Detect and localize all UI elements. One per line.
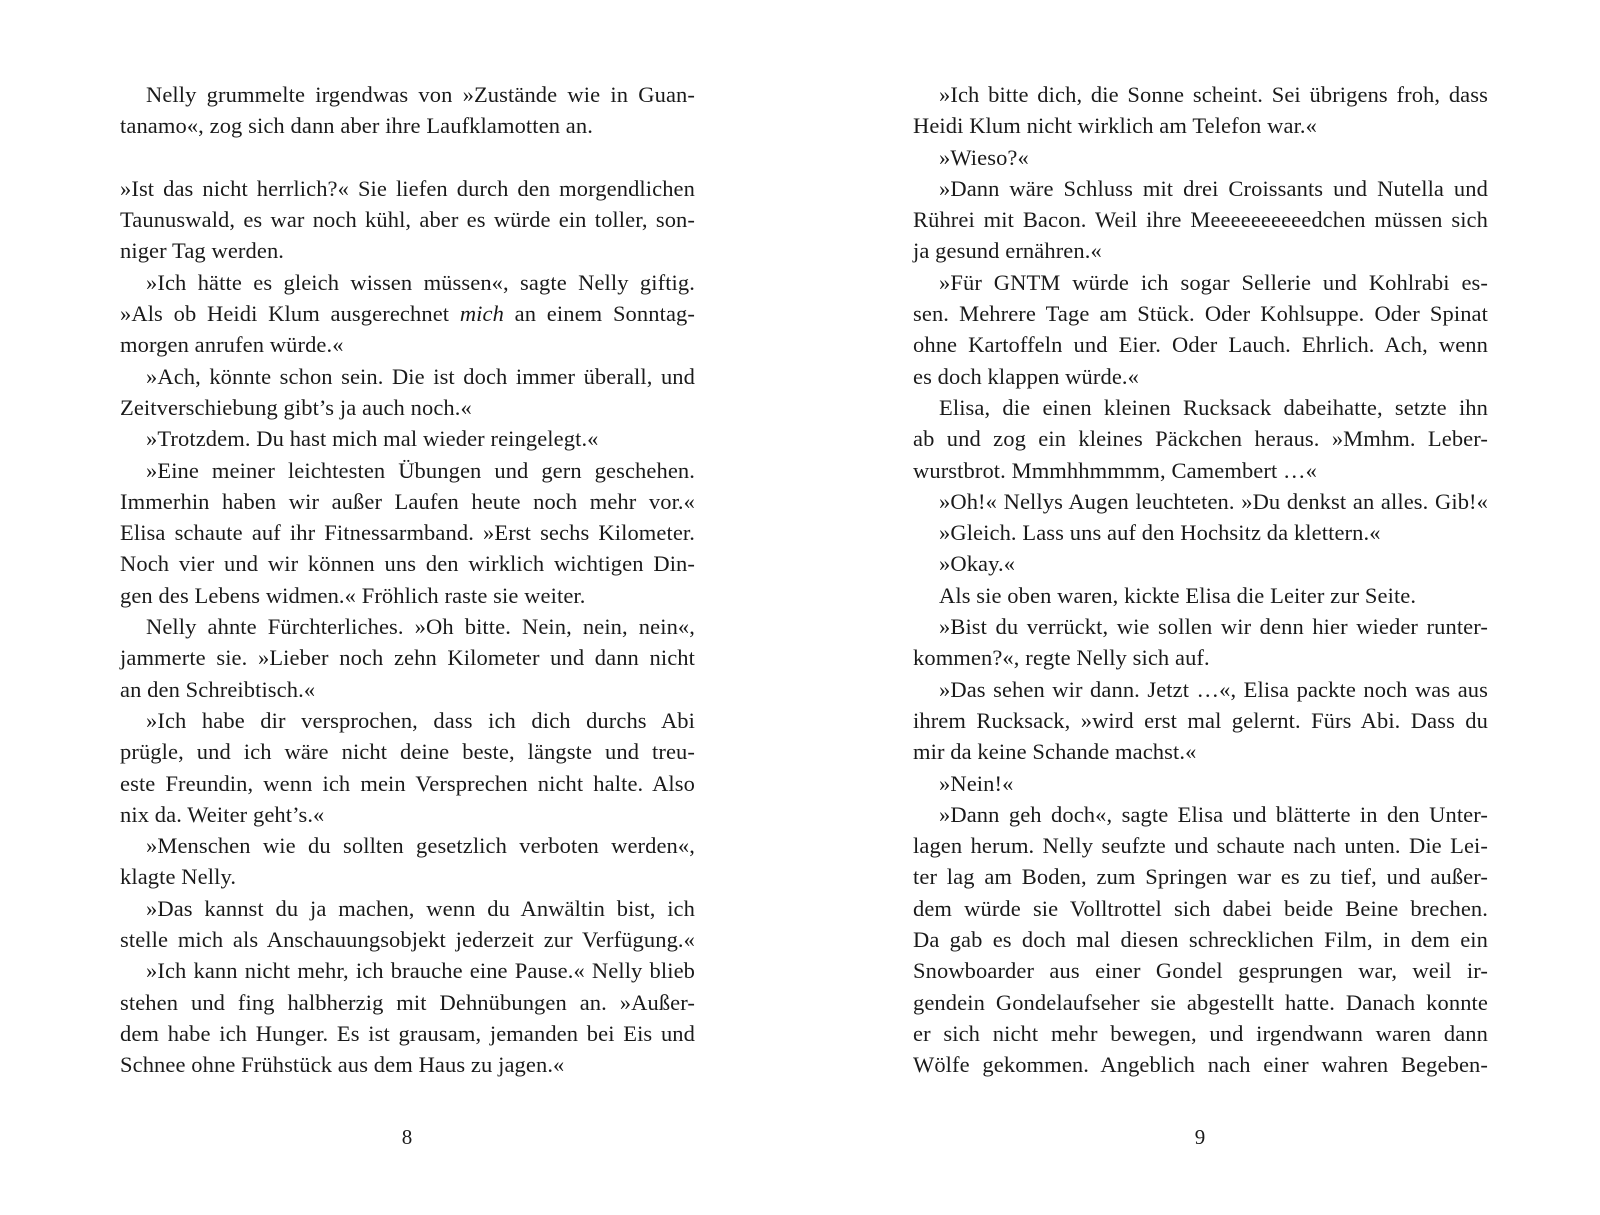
text-line xyxy=(913,705,1488,736)
line-text: wurstbrot. Mmmhhmmmm, Camembert …« xyxy=(913,457,1317,483)
line-text: an den Schreibtisch.« xyxy=(120,676,316,702)
text-line xyxy=(120,204,695,235)
line-text: »Ich hätte es gleich wissen müssen«, sagte Nelly giftig. xyxy=(146,269,695,295)
text-line xyxy=(120,110,695,141)
line-text: Heidi Klum nicht wirklich am Telefon war.« xyxy=(913,113,1317,139)
line-text-after: an einem Sonntag- xyxy=(503,301,695,327)
line-text: ohne Kartoffeln und Eier. Oder Lauch. Ehrlich. Ach, wenn xyxy=(913,332,1488,358)
text-line xyxy=(120,517,695,548)
line-text: »Ich kann nicht mehr, ich brauche eine Pause.« Nelly blieb xyxy=(146,958,695,984)
right-page-number: 9 xyxy=(1194,1125,1206,1149)
line-text: ihrem Rucksack, »wird erst mal gelernt. Fürs Abi. Dass du xyxy=(913,707,1488,733)
line-text: »Wieso?« xyxy=(939,144,1029,170)
text-line xyxy=(120,142,695,173)
text-line xyxy=(913,455,1488,486)
line-text: morgen anrufen würde.« xyxy=(120,332,344,358)
text-line xyxy=(913,329,1488,360)
line-text: er sich nicht mehr bewegen, und irgendwann waren dann xyxy=(913,1020,1488,1046)
line-text: »Dann wäre Schluss mit drei Croissants und Nutella und xyxy=(939,175,1488,201)
text-line xyxy=(913,674,1488,705)
right-page-text xyxy=(913,79,1488,1081)
line-text: este Freundin, wenn ich mein Versprechen nicht halte. Also xyxy=(120,770,695,796)
text-line xyxy=(120,580,695,611)
line-text: Taunuswald, es war noch kühl, aber es würde ein toller, son- xyxy=(120,207,695,233)
text-line xyxy=(120,1018,695,1049)
line-text: »Okay.« xyxy=(939,551,1016,577)
text-line xyxy=(120,674,695,705)
line-text: tanamo«, zog sich dann aber ihre Laufklamotten an. xyxy=(120,113,593,139)
text-line xyxy=(913,548,1488,579)
text-line xyxy=(913,142,1488,173)
text-line xyxy=(913,987,1488,1018)
line-text: Rührei mit Bacon. Weil ihre Meeeeeeeeeedchen müssen sich xyxy=(913,207,1488,233)
line-text: stehen und fing halbherzig mit Dehnübungen an. »Außer- xyxy=(120,989,695,1015)
text-line xyxy=(120,768,695,799)
text-line xyxy=(120,924,695,955)
line-text: kommen?«, regte Nelly sich auf. xyxy=(913,645,1210,671)
text-line xyxy=(913,392,1488,423)
text-line xyxy=(120,455,695,486)
text-line xyxy=(120,392,695,423)
text-line xyxy=(913,830,1488,861)
line-text: »Ach, könnte schon sein. Die ist doch immer überall, und xyxy=(146,363,695,389)
line-text: Noch vier und wir können uns den wirklich wichtigen Din- xyxy=(120,551,695,577)
line-text: Nelly grummelte irgendwas von »Zustände wie in Guan- xyxy=(146,82,695,107)
line-text: mir da keine Schande machst.« xyxy=(913,739,1197,765)
line-text: Als sie oben waren, kickte Elisa die Leiter zur Seite. xyxy=(939,582,1417,608)
text-line xyxy=(120,705,695,736)
line-text: »Ich bitte dich, die Sonne scheint. Sei übrigens froh, dass xyxy=(939,82,1488,107)
text-line xyxy=(120,173,695,204)
line-text: »Als ob Heidi Klum ausgerechnet xyxy=(120,301,460,327)
text-line xyxy=(913,642,1488,673)
text-line xyxy=(913,298,1488,329)
line-text: »Bist du verrückt, wie sollen wir denn hier wieder runter- xyxy=(939,614,1488,640)
line-text: »Eine meiner leichtesten Übungen und gern geschehen. xyxy=(146,457,695,483)
text-line xyxy=(913,1018,1488,1049)
text-line xyxy=(913,893,1488,924)
text-line xyxy=(120,423,695,454)
text-line xyxy=(913,110,1488,141)
line-text: lagen herum. Nelly seufzte und schaute nach unten. Die Lei- xyxy=(913,833,1488,859)
text-line xyxy=(913,611,1488,642)
text-line xyxy=(120,736,695,767)
line-text: Immerhin haben wir außer Laufen heute noch mehr vor.« xyxy=(120,488,695,514)
line-text: »Ist das nicht herrlich?« Sie liefen durch den morgendlichen xyxy=(120,175,695,201)
line-text: dem würde sie Volltrottel sich dabei beide Beine brechen. xyxy=(913,895,1488,921)
text-line xyxy=(913,267,1488,298)
line-text: gen des Lebens widmen.« Fröhlich raste sie weiter. xyxy=(120,582,586,608)
text-line xyxy=(913,955,1488,986)
line-text: »Trotzdem. Du hast mich mal wieder reingelegt.« xyxy=(146,426,599,452)
line-text: »Das sehen wir dann. Jetzt …«, Elisa packte noch was aus xyxy=(939,676,1488,702)
line-text: nix da. Weiter geht’s.« xyxy=(120,801,325,827)
text-line xyxy=(913,423,1488,454)
line-text: ja gesund ernähren.« xyxy=(913,238,1102,264)
line-text: »Menschen wie du sollten gesetzlich verboten werden«, xyxy=(146,833,695,859)
text-line xyxy=(913,580,1488,611)
line-text: gendein Gondelaufseher sie abgestellt hatte. Danach konnte xyxy=(913,989,1488,1015)
line-text: es doch klappen würde.« xyxy=(913,363,1139,389)
line-text: Schnee ohne Frühstück aus dem Haus zu jagen.« xyxy=(120,1052,565,1078)
line-text: »Nein!« xyxy=(939,770,1014,796)
text-line xyxy=(913,361,1488,392)
text-line xyxy=(120,361,695,392)
line-text: »Gleich. Lass uns auf den Hochsitz da klettern.« xyxy=(939,520,1381,546)
line-text: jammerte sie. »Lieber noch zehn Kilometer und dann nicht xyxy=(120,645,695,671)
text-line xyxy=(913,861,1488,892)
text-line xyxy=(120,611,695,642)
text-line xyxy=(913,799,1488,830)
line-text: klagte Nelly. xyxy=(120,864,237,890)
line-text: Zeitverschiebung gibt’s ja auch noch.« xyxy=(120,394,472,420)
right-page xyxy=(800,0,1600,1215)
text-line xyxy=(913,517,1488,548)
line-text: Da gab es doch mal diesen schrecklichen Film, in dem ein xyxy=(913,927,1488,953)
text-line xyxy=(120,235,695,266)
text-line xyxy=(913,736,1488,767)
text-line xyxy=(120,298,695,329)
line-text: »Für GNTM würde ich sogar Sellerie und Kohlrabi es- xyxy=(939,269,1488,295)
line-text: »Ich habe dir versprochen, dass ich dich durchs Abi xyxy=(146,707,695,733)
line-text: »Dann geh doch«, sagte Elisa und blätterte in den Unter- xyxy=(939,801,1488,827)
line-text: »Oh!« Nellys Augen leuchteten. »Du denkst an alles. Gib!« xyxy=(939,488,1488,514)
text-line xyxy=(913,173,1488,204)
line-text: Wölfe gekommen. Angeblich nach einer wahren Begeben- xyxy=(913,1052,1488,1078)
text-line xyxy=(120,799,695,830)
line-text: ab und zog ein kleines Päckchen heraus. »Mmhm. Leber- xyxy=(913,426,1488,452)
text-line xyxy=(120,893,695,924)
left-page-number: 8 xyxy=(401,1125,413,1149)
text-line xyxy=(120,830,695,861)
line-text: »Das kannst du ja machen, wenn du Anwältin bist, ich xyxy=(146,895,695,921)
line-text: sen. Mehrere Tage am Stück. Oder Kohlsuppe. Oder Spinat xyxy=(913,301,1488,327)
text-line xyxy=(913,486,1488,517)
text-line xyxy=(120,329,695,360)
text-line xyxy=(120,79,695,110)
line-text: Elisa schaute auf ihr Fitnessarmband. »Erst sechs Kilometer. xyxy=(120,520,695,546)
line-text: ter lag am Boden, zum Springen war es zu tief, und außer- xyxy=(913,864,1488,890)
text-line xyxy=(913,924,1488,955)
line-text: Snowboarder aus einer Gondel gesprungen war, weil ir- xyxy=(913,958,1488,984)
text-line xyxy=(913,1049,1488,1080)
emphasized-word: mich xyxy=(459,301,504,327)
text-line xyxy=(913,768,1488,799)
line-text: dem habe ich Hunger. Es ist grausam, jemanden bei Eis und xyxy=(120,1020,695,1046)
text-line xyxy=(120,548,695,579)
line-text: niger Tag werden. xyxy=(120,238,285,264)
line-text: Elisa, die einen kleinen Rucksack dabeihatte, setzte ihn xyxy=(939,394,1488,420)
text-line xyxy=(120,955,695,986)
text-line xyxy=(120,486,695,517)
text-line xyxy=(120,1049,695,1080)
text-line xyxy=(913,204,1488,235)
line-text: prügle, und ich wäre nicht deine beste, längste und treu- xyxy=(120,739,695,765)
text-line xyxy=(120,267,695,298)
line-text: Nelly ahnte Fürchterliches. »Oh bitte. Nein, nein, nein«, xyxy=(146,614,695,640)
left-page-text xyxy=(120,79,695,1081)
text-line xyxy=(120,987,695,1018)
text-line xyxy=(913,235,1488,266)
line-text: stelle mich als Anschauungsobjekt jederzeit zur Verfügung.« xyxy=(120,927,695,953)
text-line xyxy=(120,861,695,892)
text-line xyxy=(120,642,695,673)
text-line xyxy=(913,79,1488,110)
